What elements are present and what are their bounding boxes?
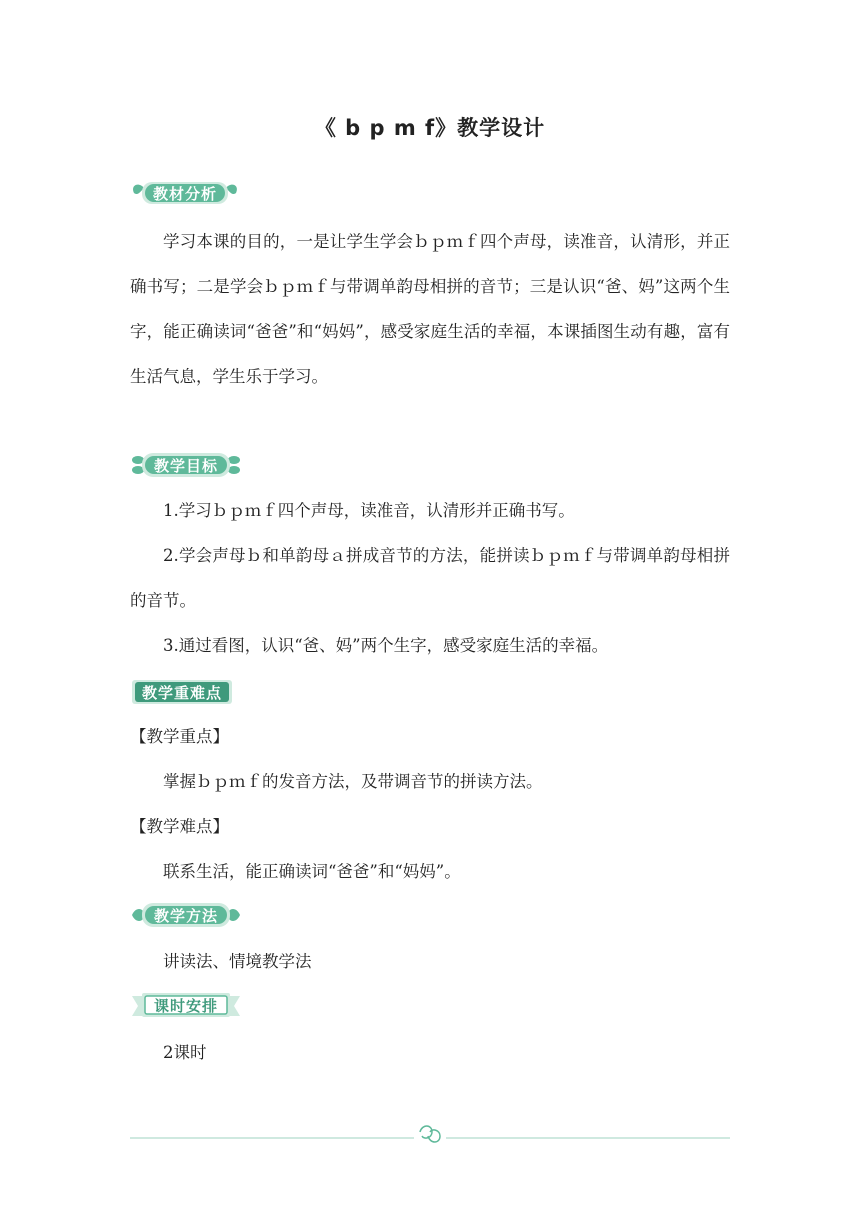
key-point-label: 【教学重点】 — [130, 727, 229, 746]
section-badge-keypoints — [130, 677, 234, 707]
goal-item-3: 3.通过看图，认识“爸、妈”两个生字，感受家庭生活的幸福。 — [163, 636, 609, 655]
section-badge-label: 教学目标 — [153, 456, 218, 475]
section-badge-analysis — [130, 178, 240, 208]
goal-item-1: 1.学习ｂｐｍｆ四个声母，读准音，认清形并正确书写。 — [163, 501, 575, 520]
analysis-paragraph: 学习本课的目的，一是让学生学会ｂｐｍｆ四个声母，读准音，认清形，并正确书写；二是学会ｂｐｍｆ与带调单韵母相拼的音节；三是认识“爸、妈”这两个生字，能正确读词“爸爸”和“妈妈”，感受家庭生活的幸福，本课插图生动有趣，富有生活气息，学生乐于学习。 — [130, 232, 730, 386]
footer-ornament-icon — [420, 1126, 440, 1142]
schedule-text: 2课时 — [163, 1043, 207, 1062]
difficult-point-text: 联系生活，能正确读词“爸爸”和“妈妈”。 — [163, 862, 461, 881]
section-badge-label: 课时安排 — [153, 996, 218, 1015]
section-badge-schedule — [130, 990, 242, 1020]
document-title: 《 b p m f》教学设计 — [314, 116, 546, 140]
section-badge-label: 教学方法 — [153, 906, 218, 925]
section-badge-methods — [130, 900, 242, 930]
key-point-text: 掌握ｂｐｍｆ的发音方法，及带调音节的拼读方法。 — [163, 772, 543, 791]
section-badge-goals — [130, 450, 242, 480]
methods-text: 讲读法、情境教学法 — [163, 952, 312, 971]
difficult-point-label: 【教学难点】 — [130, 817, 229, 836]
section-badge-label: 教材分析 — [152, 184, 217, 203]
section-badge-label: 教学重难点 — [141, 683, 222, 702]
goal-item-2: 2.学会声母ｂ和单韵母ａ拼成音节的方法，能拼读ｂｐｍｆ与带调单韵母相拼的音节。 — [130, 546, 730, 610]
footer-divider — [130, 1120, 730, 1150]
